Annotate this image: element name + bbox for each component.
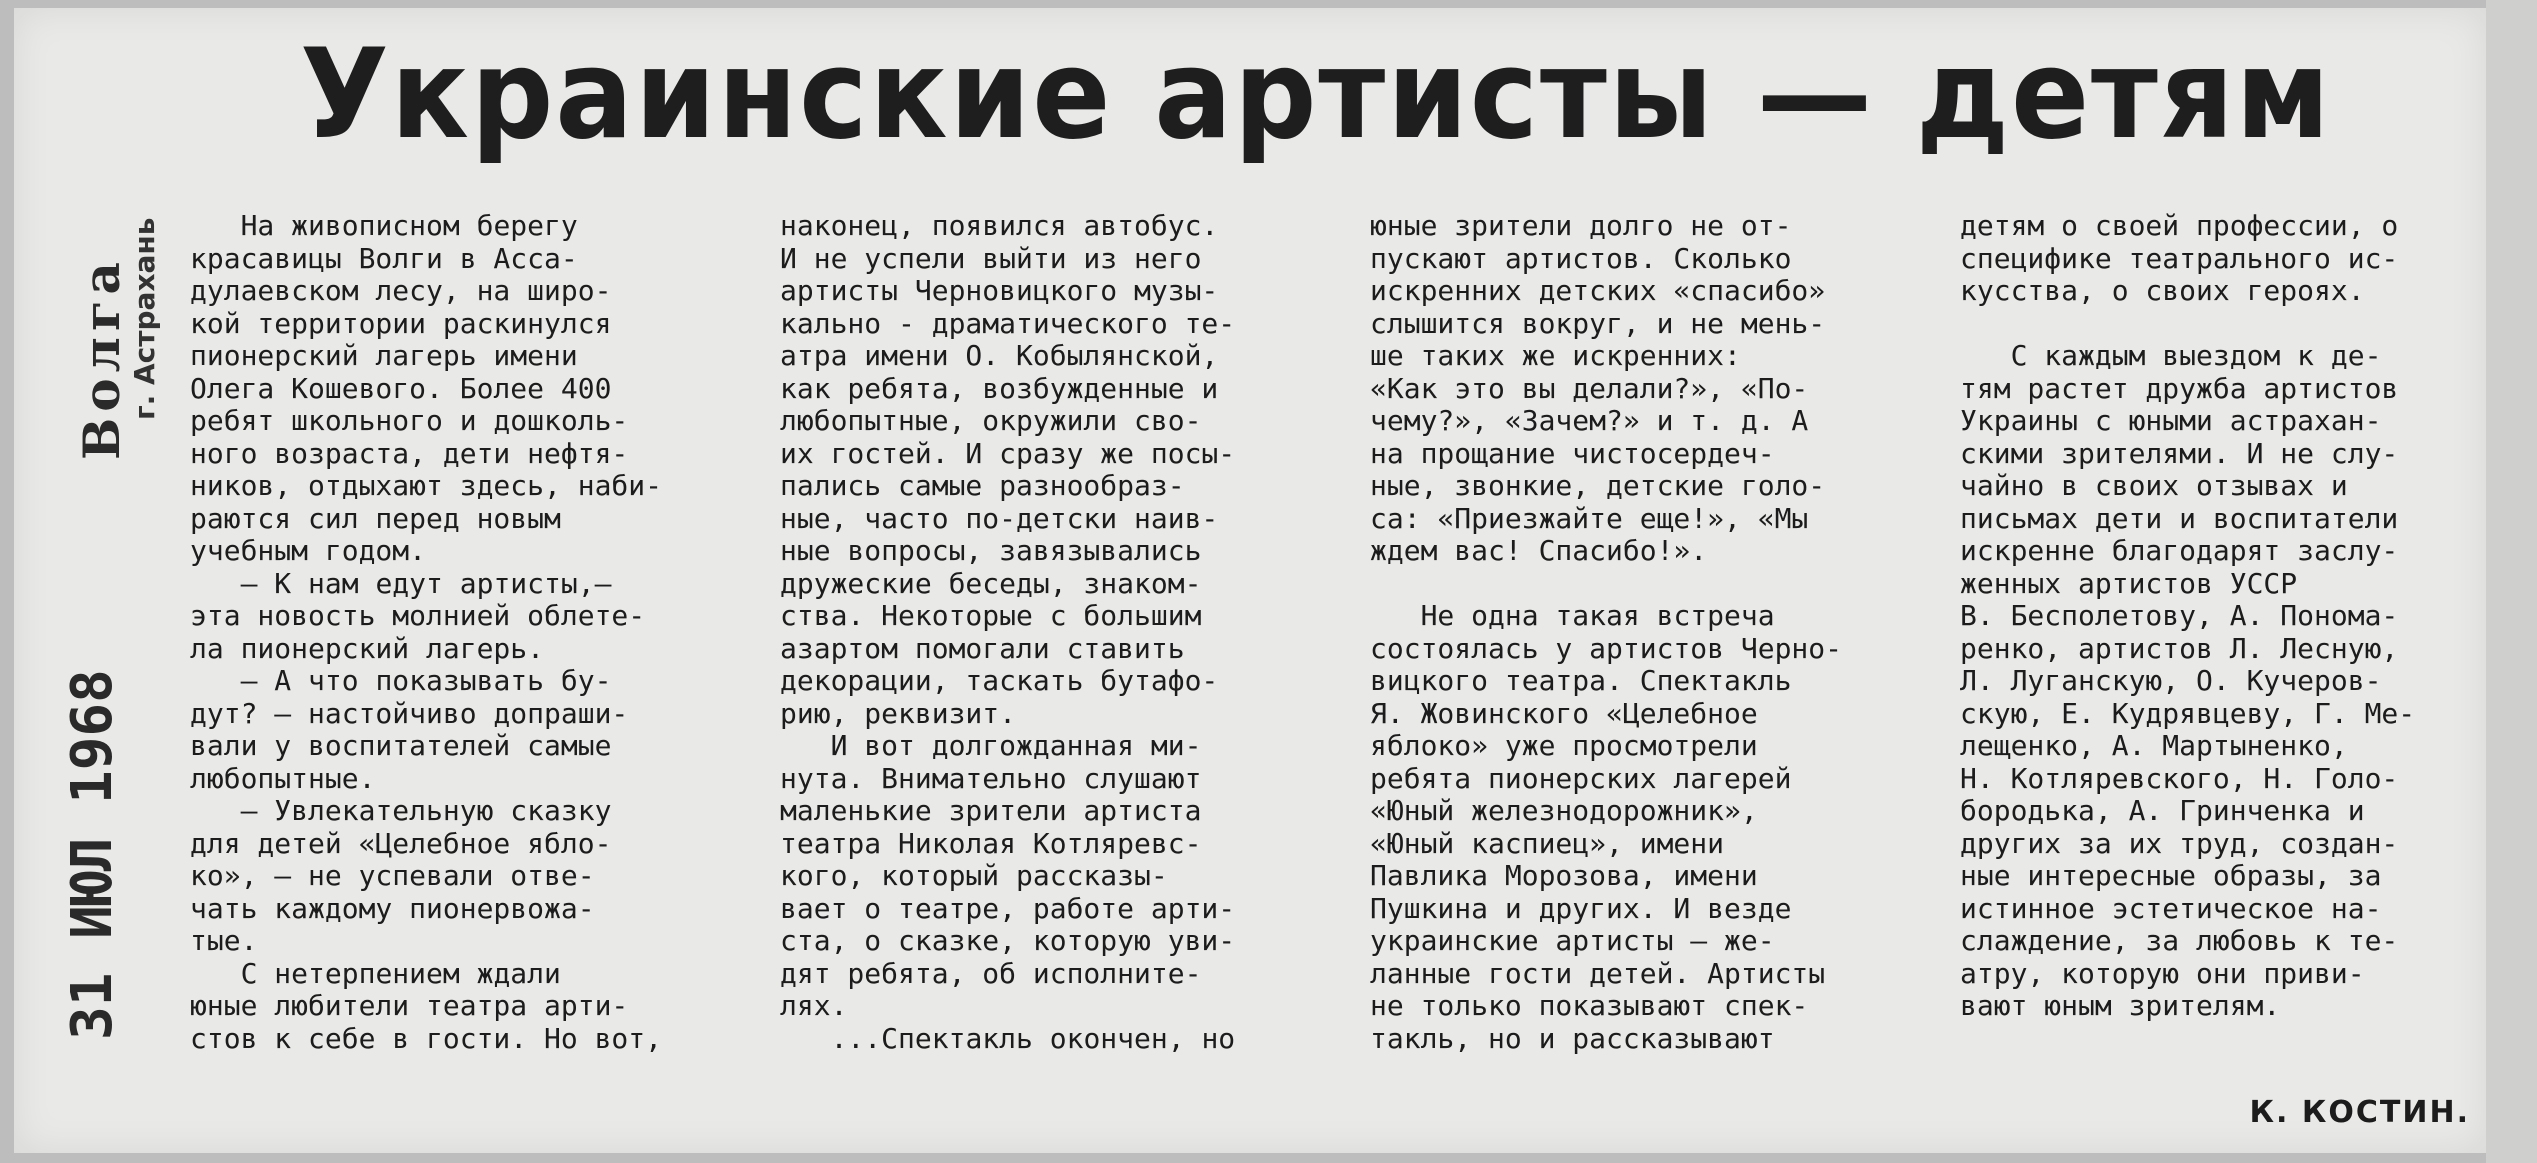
newspaper-city: г. Астрахань — [128, 217, 161, 420]
article-line: лещенко, А. Мартыненко, — [1960, 729, 2348, 762]
article-line: ного возраста, дети нефтя- — [190, 436, 629, 470]
article-line: ные вопросы, завязывались — [780, 534, 1202, 567]
article-column-4 — [1960, 210, 2475, 1023]
article-line: вали у воспитателей самые — [190, 729, 612, 762]
article-line: Я. Жовинского «Целебное — [1370, 696, 1758, 730]
article-line: декорации, таскать бутафо- — [780, 664, 1219, 697]
article-line: ребят школьного и дошколь- — [190, 404, 629, 437]
article-line: кой территории раскинулся — [190, 306, 612, 340]
article-line: других за их труд, создан- — [1960, 826, 2399, 860]
article-line: ждем вас! Спасибо!». — [1370, 534, 1708, 567]
article-line: ников, отдыхают здесь, наби- — [190, 469, 663, 502]
date-stamp — [20, 600, 130, 1040]
background-margin — [2486, 0, 2537, 1163]
article-column-2 — [780, 210, 1310, 1055]
article-line: учебным годом. — [190, 534, 427, 567]
article-line: ко», — не успевали отве- — [190, 859, 595, 892]
article-line: искренних детских «спасибо» — [1370, 274, 1826, 307]
article-line: Пушкина и других. И везде — [1370, 891, 1792, 925]
article-line: — К нам едут артисты,— — [190, 566, 612, 600]
author-signature: К. КОСТИН. — [2249, 1095, 2470, 1130]
article-line: театра Николая Котляревс- — [780, 826, 1202, 860]
article-line — [1370, 568, 1905, 601]
article-line: как ребята, возбужденные и — [780, 371, 1219, 405]
article-line: ные, звонкие, детские голо- — [1370, 469, 1826, 502]
article-line: кого, который рассказы- — [780, 859, 1168, 892]
article-line: состоялась у артистов Черно- — [1370, 631, 1843, 665]
article-line: наконец, появился автобус. — [780, 209, 1219, 242]
article-line: ста, о сказке, которую уви- — [780, 924, 1236, 957]
article-line: ланные гости детей. Артисты — [1370, 956, 1826, 990]
article-line: ребята пионерских лагерей — [1370, 761, 1792, 795]
article-line: ные интересные образы, за — [1960, 859, 2382, 892]
article-line: чать каждому пионервожа- — [190, 891, 595, 925]
article-line: чайно в своих отзывах и — [1960, 469, 2348, 502]
article-line: любопытные. — [190, 761, 376, 795]
article-line: «Юный каспиец», имени — [1370, 826, 1725, 860]
article-line: украинские артисты — же- — [1370, 924, 1775, 957]
article-line — [1960, 308, 2475, 341]
article-line: вает о театре, работе арти- — [780, 891, 1236, 925]
article-headline: Украинские артисты — детям — [300, 23, 2332, 167]
article-line: дружеские беседы, знаком- — [780, 566, 1202, 600]
article-line: слышится вокруг, и не мень- — [1370, 306, 1826, 340]
article-line: «Как это вы делали?», «По- — [1370, 371, 1809, 405]
article-line: ства. Некоторые с большим — [780, 599, 1202, 632]
article-line: Олега Кошевого. Более 400 — [190, 371, 612, 405]
article-line: дулаевском лесу, на широ- — [190, 274, 612, 307]
article-line: такль, но и рассказывают — [1370, 1021, 1775, 1055]
article-line: бородька, А. Гринченка и — [1960, 794, 2365, 827]
article-line: специфике театрального ис- — [1960, 241, 2399, 275]
article-line: их гостей. И сразу же посы- — [780, 436, 1236, 470]
article-line: И не успели выйти из него — [780, 241, 1202, 275]
article-line: С каждым выездом к де- — [1960, 339, 2382, 372]
article-line: дят ребята, об исполните- — [780, 956, 1202, 990]
article-line: И вот долгожданная ми- — [780, 729, 1202, 762]
newspaper-masthead — [50, 200, 180, 490]
article-line: артисты Черновицкого музы- — [780, 274, 1219, 307]
article-line: ренко, артистов Л. Лесную, — [1960, 631, 2399, 665]
article-line: «Юный железнодорожник», — [1370, 794, 1758, 827]
article-line: Не одна такая встреча — [1370, 599, 1775, 632]
article-line: азартом помогали ставить — [780, 631, 1185, 665]
article-line: атра имени О. Кобылянской, — [780, 339, 1219, 372]
article-line: тям растет дружба артистов — [1960, 371, 2399, 405]
article-line: атру, которую они приви- — [1960, 956, 2365, 990]
newspaper-name: Волга — [72, 256, 131, 460]
article-line: ...Спектакль окончен, но — [780, 1021, 1236, 1055]
article-line: кально - драматического те- — [780, 306, 1236, 340]
article-line: истинное эстетическое на- — [1960, 891, 2382, 925]
article-line: детям о своей профессии, о — [1960, 209, 2399, 242]
article-line: маленькие зрители артиста — [780, 794, 1202, 827]
article-line: нута. Внимательно слушают — [780, 761, 1202, 795]
article-line: тые. — [190, 924, 258, 957]
article-line: Павлика Морозова, имени — [1370, 859, 1758, 892]
article-line: лях. — [780, 989, 848, 1022]
article-line: чему?», «Зачем?» и т. д. А — [1370, 404, 1809, 437]
article-line: Л. Луганскую, О. Кучеров- — [1960, 664, 2382, 697]
article-line: пались самые разнообраз- — [780, 469, 1185, 502]
article-line: скими зрителями. И не слу- — [1960, 436, 2399, 470]
article-line: дут? — настойчиво допраши- — [190, 696, 629, 730]
article-line: са: «Приезжайте еще!», «Мы — [1370, 501, 1809, 535]
article-line: для детей «Целебное ябло- — [190, 826, 612, 860]
article-line: юные зрители долго не от- — [1370, 209, 1792, 242]
article-line: ше таких же искренних: — [1370, 339, 1741, 372]
article-line: слаждение, за любовь к те- — [1960, 924, 2399, 957]
article-line: кусства, о своих героях. — [1960, 274, 2365, 307]
article-line: стов к себе в гости. Но вот, — [190, 1021, 663, 1055]
article-line: искренне благодарят заслу- — [1960, 534, 2399, 567]
article-line: пускают артистов. Сколько — [1370, 241, 1792, 275]
article-line: раются сил перед новым — [190, 501, 561, 535]
article-line: Н. Котляревского, Н. Голо- — [1960, 761, 2399, 795]
article-line: скую, Е. Кудрявцеву, Г. Ме- — [1960, 696, 2416, 730]
article-line: ные, часто по-детски наив- — [780, 501, 1219, 535]
article-line: пионерский лагерь имени — [190, 339, 578, 372]
article-line: эта новость молнией облете- — [190, 599, 646, 632]
article-line: вицкого театра. Спектакль — [1370, 664, 1792, 697]
article-line: на прощание чистосердеч- — [1370, 436, 1775, 470]
article-line: — Увлекательную сказку — [190, 794, 612, 827]
article-line: юные любители театра арти- — [190, 989, 629, 1022]
article-line: В. Бесполетову, А. Понома- — [1960, 599, 2399, 632]
article-line: не только показывают спек- — [1370, 989, 1809, 1022]
article-line: С нетерпением ждали — [190, 956, 561, 990]
article-column-3 — [1370, 210, 1905, 1055]
article-line: рию, реквизит. — [780, 696, 1017, 730]
article-line: красавицы Волги в Асса- — [190, 241, 578, 275]
article-line: женных артистов УССР — [1960, 566, 2298, 600]
article-line: любопытные, окружили сво- — [780, 404, 1202, 437]
article-column-1 — [190, 210, 715, 1055]
article-line: Украины с юными астрахан- — [1960, 404, 2382, 437]
article-line: На живописном берегу — [190, 209, 578, 242]
article-line: вают юным зрителям. — [1960, 989, 2281, 1022]
article-line: — А что показывать бу- — [190, 664, 612, 697]
article-line: письмах дети и воспитатели — [1960, 501, 2399, 535]
article-line: яблоко» уже просмотрели — [1370, 729, 1758, 762]
date-stamp-text: 31 ИЮЛ 1968 — [60, 669, 125, 1040]
article-line: ла пионерский лагерь. — [190, 631, 545, 665]
